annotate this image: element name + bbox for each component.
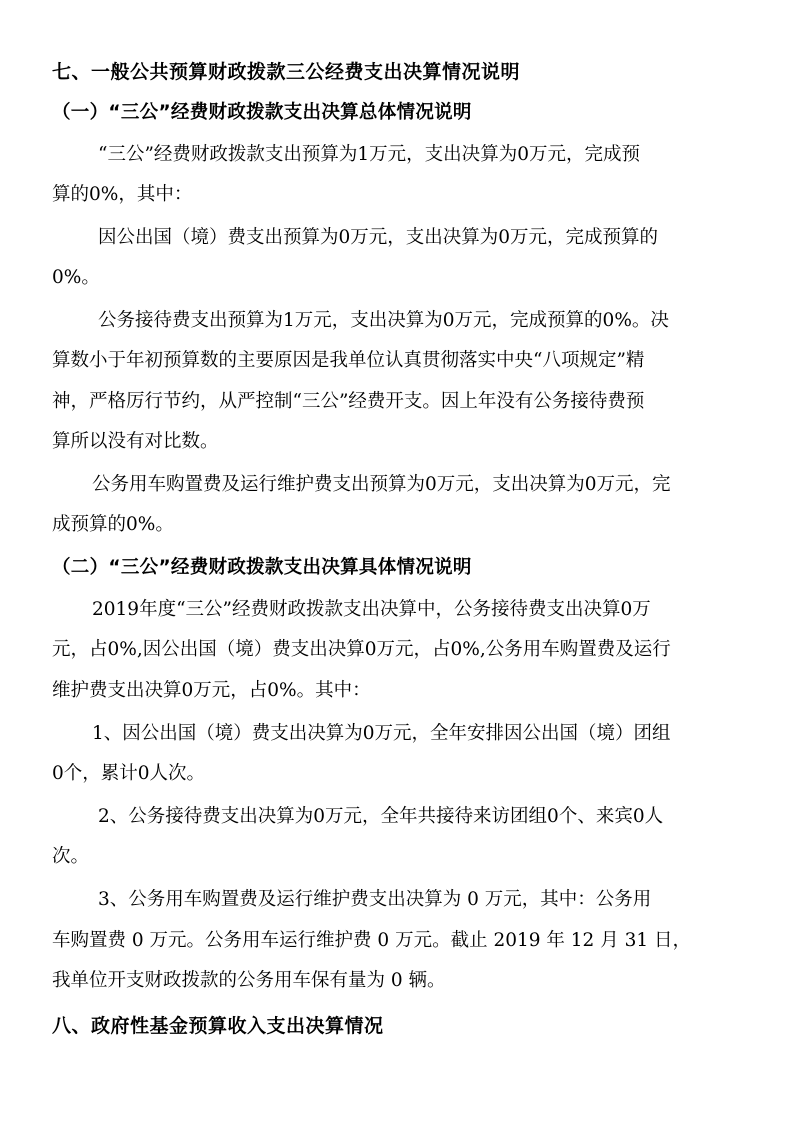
subsection-heading-1: （一）“三公”经费财政拨款支出决算总体情况说明 (52, 102, 472, 123)
paragraph-line: 算数小于年初预算数的主要原因是我单位认真贯彻落实中央“八项规定”精 (52, 350, 645, 371)
paragraph-line: 1、因公出国（境）费支出决算为0万元，全年安排因公出国（境）团组 (92, 723, 671, 744)
section-heading-7: 七、一般公共预算财政拨款三公经费支出决算情况说明 (52, 61, 521, 83)
paragraph-line: 0个，累计0人次。 (52, 763, 206, 784)
paragraph-line: 2019年度“三公”经费财政拨款支出决算中，公务接待费支出决算0万 (92, 599, 651, 620)
paragraph-line: 次。 (52, 846, 90, 867)
paragraph-line: 算所以没有对比数。 (52, 431, 219, 452)
paragraph-line: 公务接待费支出预算为1万元，支出决算为0万元，完成预算的0%。决 (98, 310, 669, 331)
paragraph-line: 算的0%，其中： (52, 184, 193, 205)
paragraph-line: “三公”经费财政拨款支出预算为1万元，支出决算为0万元，完成预 (98, 144, 640, 165)
paragraph-line: 0%。 (52, 267, 100, 288)
paragraph-line: 我单位开支财政拨款的公务用车保有量为 0 辆。 (52, 970, 446, 991)
paragraph-line: 元，占0%,因公出国（境）费支出决算0万元，占0%,公务用车购置费及运行 (52, 639, 671, 660)
paragraph-line: 维护费支出决算0万元，占0%。其中： (52, 680, 371, 701)
paragraph-line: 因公出国（境）费支出预算为0万元，支出决算为0万元，完成预算的 (98, 227, 659, 248)
paragraph-line: 车购置费 0 万元。公务用车运行维护费 0 万元。截止 2019 年 12 月 31 日， (52, 930, 692, 951)
paragraph-line: 神，严格厉行节约，从严控制“三公”经费开支。因上年没有公务接待费预 (52, 391, 645, 412)
paragraph-line: 3、公务用车购置费及运行维护费支出决算为 0 万元，其中：公务用 (98, 889, 652, 910)
section-heading-8: 八、政府性基金预算收入支出决算情况 (52, 1015, 384, 1037)
subsection-heading-2: （二）“三公”经费财政拨款支出决算具体情况说明 (52, 557, 472, 578)
paragraph-line: 公务用车购置费及运行维护费支出预算为0万元，支出决算为0万元，完 (92, 474, 671, 495)
paragraph-line: 成预算的0%。 (52, 514, 174, 535)
paragraph-line: 2、公务接待费支出决算为0万元，全年共接待来访团组0个、来宾0人 (98, 806, 664, 827)
